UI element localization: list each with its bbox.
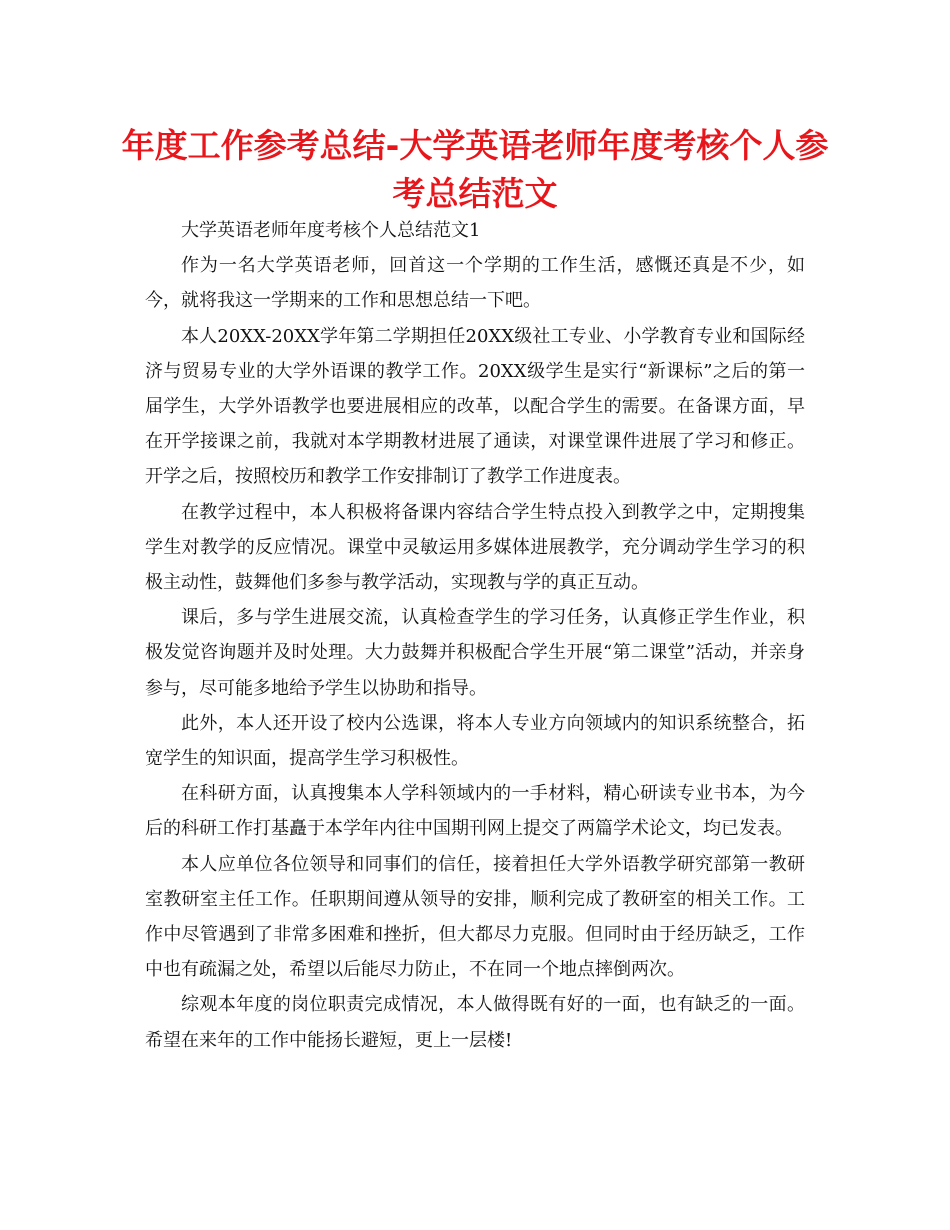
subtitle-paragraph: 大学英语老师年度考核个人总结范文1 (181, 220, 481, 241)
body-paragraph: 综观本年度的岗位职责完成情况，本人做得既有好的一面，也有缺乏的一面。希望在来年的工作中能扬长避短，更上一层楼! (145, 994, 805, 1051)
body-paragraph: 本人20XX-20XX学年第二学期担任20XX级社工专业、小学教育专业和国际经济与贸易专业的大学外语课的教学工作。20XX级学生是实行“新课标”之后的第一届学生，大学外语教学也要进展相应的改革，以配合学生的需要。在备课方面，早在开学接课之前，我就对本学期教材进展了通读，对课堂课件进展了学习和修正。开学之后，按照校历和教学工作安排制订了教学工作进度表。 (145, 325, 805, 488)
body-paragraph: 此外，本人还开设了校内公选课，将本人专业方向领域内的知识系统整合，拓宽学生的知识面，提高学生学习积极性。 (145, 712, 805, 770)
body-paragraph: 在教学过程中，本人积极将备课内容结合学生特点投入到教学之中，定期搜集学生对教学的反应情况。课堂中灵敏运用多媒体进展教学，充分调动学生学习的积极主动性，鼓舞他们多参与教学活动，实现教与学的真正互动。 (145, 501, 805, 594)
body-paragraph: 在科研方面，认真搜集本人学科领域内的一手材料，精心研读专业书本，为今后的科研工作打基矗于本学年内往中国期刊网上提交了两篇学术论文，均已发表。 (145, 783, 805, 840)
body-paragraph: 本人应单位各位领导和同事们的信任，接着担任大学外语教学研究部第一教研室教研室主任工作。任职期间遵从领导的安排，顺利完成了教研室的相关工作。工作中尽管遇到了非常多困难和挫折，但大都尽力克服。但同时由于经历缺乏，工作中也有疏漏之处，希望以后能尽力防止，不在同一个地点摔倒两次。 (145, 853, 805, 981)
body-paragraph: 作为一名大学英语老师，回首这一个学期的工作生活，感慨还真是不少，如今，就将我这一学期来的工作和思想总结一下吧。 (145, 255, 805, 312)
document-body (145, 213, 805, 1058)
body-paragraph: 课后，多与学生进展交流，认真检查学生的学习任务，认真修正学生作业，积极发觉咨询题并及时处理。大力鼓舞并积极配合学生开展“第二课堂”活动，并亲身参与，尽可能多地给予学生以协助和指导。 (145, 607, 805, 699)
document-title: 年度工作参考总结-大学英语老师年度考核个人参考总结范文 (121, 126, 829, 213)
